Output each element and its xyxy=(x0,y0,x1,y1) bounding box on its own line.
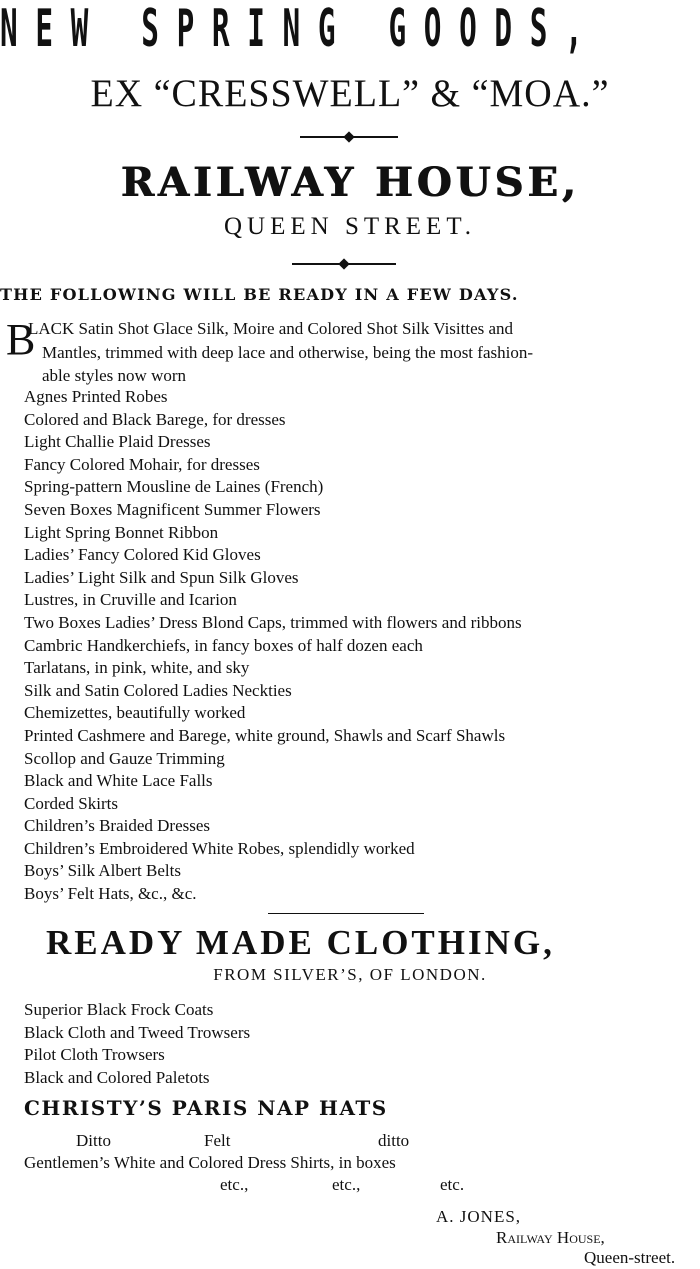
list-item: Ladies’ Light Silk and Spun Silk Gloves xyxy=(24,567,299,587)
hats-felt: Felt xyxy=(204,1131,231,1150)
list-item: Tarlatans, in pink, white, and sky xyxy=(24,658,250,678)
list-item: Ladies’ Fancy Colored Kid Gloves xyxy=(24,545,261,565)
hats-heading: CHRISTY’S PARIS NAP HATS xyxy=(24,1096,388,1120)
list-item: Colored and Black Barege, for dresses xyxy=(24,409,286,429)
list-item: Pilot Cloth Trowsers xyxy=(24,1045,165,1064)
list-item: Agnes Printed Robes xyxy=(24,387,168,406)
ornament-rule-bottom xyxy=(292,263,396,265)
list-item: Black and Colored Paletots xyxy=(24,1067,210,1087)
list-item: Black Cloth and Tweed Trowsers xyxy=(24,1022,251,1042)
list-item: Boys’ Silk Albert Belts xyxy=(24,861,181,881)
subheadline: EX “CRESSWELL” & “MOA.” xyxy=(90,72,610,116)
hats-ditto-2: ditto xyxy=(378,1131,410,1150)
store-street: QUEEN STREET. xyxy=(223,213,476,240)
headline: NEW SPRING GOODS, xyxy=(0,0,601,59)
list-item: Seven Boxes Magnificent Summer Flowers xyxy=(24,499,321,519)
list-item: Light Challie Plaid Dresses xyxy=(24,432,211,452)
list-item: Chemizettes, beautifully worked xyxy=(24,703,246,723)
list-item: Children’s Braided Dresses xyxy=(24,816,211,836)
etc-1: etc., xyxy=(220,1175,249,1194)
list-item: Corded Skirts xyxy=(24,793,118,813)
signature-street: Queen-street. xyxy=(584,1248,676,1267)
signature-house: Railway House, xyxy=(496,1228,605,1247)
ornament-rule-top xyxy=(300,136,398,138)
list-item: Spring-pattern Mousline de Laines (French) xyxy=(24,477,324,497)
intro-line: LACK Satin Shot Glace Silk, Moire and Colored Shot Silk Visittes and xyxy=(28,319,514,338)
list-item: Printed Cashmere and Barege, white ground, Shawls and Scarf Shawls xyxy=(24,725,506,745)
shirts-line: Gentlemen’s White and Colored Dress Shirts, in boxes xyxy=(24,1153,396,1172)
section-divider xyxy=(268,913,424,914)
list-item: Black and White Lace Falls xyxy=(24,771,213,791)
list-item: Superior Black Frock Coats xyxy=(24,1000,214,1019)
intro-line: Mantles, trimmed with deep lace and otherwise, being the most fashion- xyxy=(42,343,533,362)
announcement: THE FOLLOWING WILL BE READY IN A FEW DAYS. xyxy=(0,285,519,304)
list-item: Light Spring Bonnet Ribbon xyxy=(24,522,219,542)
hats-ditto: Ditto xyxy=(76,1131,111,1150)
list-item: Two Boxes Ladies’ Dress Blond Caps, trimmed with flowers and ribbons xyxy=(24,612,522,632)
list-item: Scollop and Gauze Trimming xyxy=(24,748,225,768)
clothing-source: FROM SILVER’S, OF LONDON. xyxy=(213,965,487,984)
list-item: Silk and Satin Colored Ladies Neckties xyxy=(24,680,292,700)
list-item: Lustres, in Cruville and Icarion xyxy=(24,590,237,610)
etc-3: etc. xyxy=(440,1175,465,1194)
signature-name: A. JONES, xyxy=(436,1207,522,1226)
store-name: RAILWAY HOUSE, xyxy=(120,159,580,206)
goods-list xyxy=(24,386,522,906)
list-item: Fancy Colored Mohair, for dresses xyxy=(24,454,260,474)
list-item: Children’s Embroidered White Robes, splendidly worked xyxy=(24,838,415,858)
list-item: Boys’ Felt Hats, &c., &c. xyxy=(24,884,197,904)
intro-line: able styles now worn xyxy=(42,366,187,385)
drop-cap: B xyxy=(6,315,36,364)
clothing-heading: READY MADE CLOTHING, xyxy=(46,923,555,962)
list-item: Cambric Handkerchiefs, in fancy boxes of half dozen each xyxy=(24,635,423,655)
clothing-list xyxy=(24,999,250,1089)
etc-2: etc., xyxy=(332,1175,361,1194)
